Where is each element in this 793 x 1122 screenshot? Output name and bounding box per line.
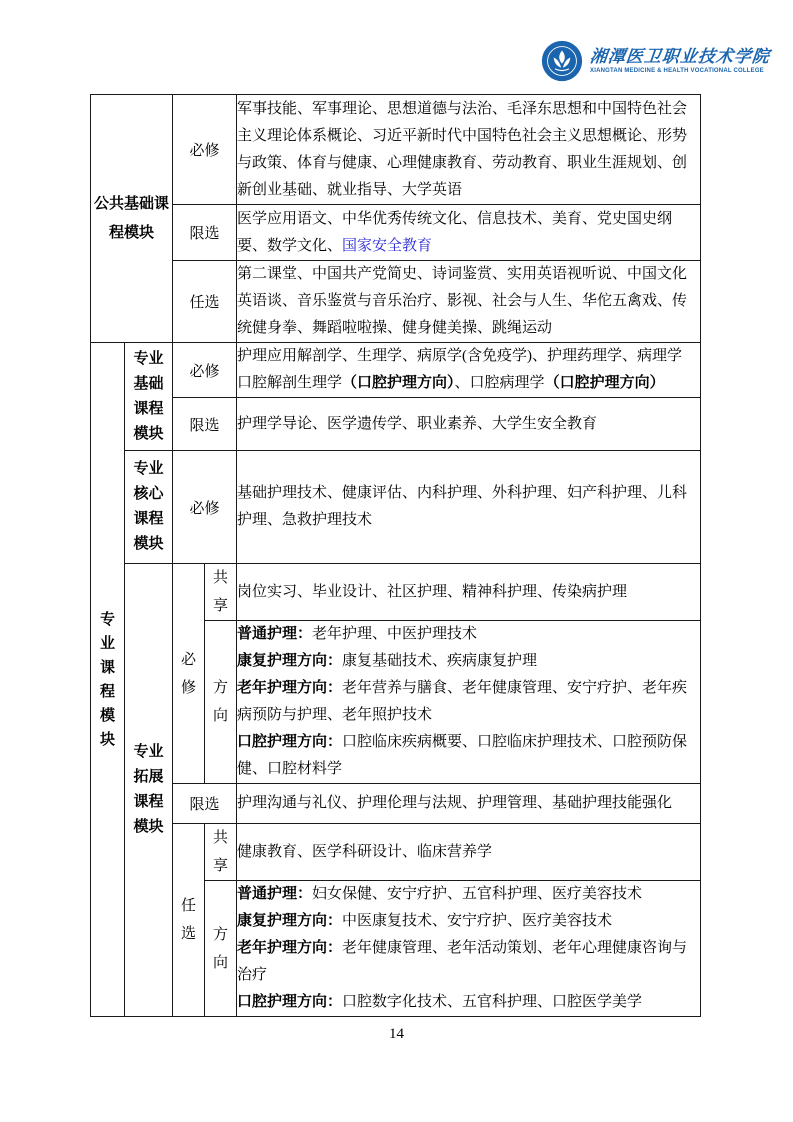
- course-text: 、口腔病理学: [454, 375, 545, 391]
- category-label-vertical: 必修: [180, 651, 196, 696]
- module-label-professional-expansion: 专业拓展课程模块: [133, 744, 164, 835]
- courses-cell: [237, 824, 701, 881]
- category-cell-limited: [173, 398, 237, 451]
- college-emblem-icon: [541, 40, 583, 82]
- direction-courses: 老年健康管理、老年活动策划、老年心理健康咨询与治疗: [237, 940, 688, 983]
- subcategory-cell-shared: [205, 824, 237, 881]
- college-name-zh: 湘潭医卫职业技术学院: [589, 47, 771, 66]
- category-label: 任选: [189, 295, 220, 311]
- courses-cell: [237, 398, 701, 451]
- subcategory-label-vertical: 共享: [212, 830, 228, 874]
- table-row: [91, 784, 701, 824]
- module-cell-professional: [91, 343, 125, 1017]
- subcategory-label-vertical: 方向: [212, 680, 228, 724]
- course-list-line: 护理应用解剖学、生理学、病原学(含免疫学)、护理药理学、病理学: [237, 348, 683, 364]
- direction-courses: 口腔临床疾病概要、口腔临床护理技术、口腔预防保健、口腔材料学: [237, 734, 688, 777]
- direction-label: 普通护理：: [237, 886, 313, 902]
- college-name-en: XIANGTAN MEDICINE & HEALTH VOCATIONAL COLLEGE: [590, 68, 764, 74]
- course-list: 护理沟通与礼仪、护理伦理与法规、护理管理、基础护理技能强化: [237, 795, 673, 811]
- direction-label: 口腔护理方向：: [237, 994, 343, 1010]
- direction-entry: [237, 935, 700, 989]
- category-cell-elective: [173, 824, 205, 1017]
- course-list: 健康教育、医学科研设计、临床营养学: [237, 843, 493, 860]
- direction-courses: 中医康复技术、安宁疗护、医疗美容技术: [342, 913, 613, 929]
- table-row: [91, 261, 701, 343]
- course-list: 基础护理技术、健康评估、内科护理、外科护理、妇产科护理、儿科护理、急救护理技术: [237, 485, 688, 528]
- direction-courses: 口腔数字化技术、五官科护理、口腔医学美学: [342, 994, 643, 1010]
- direction-entry: [237, 729, 700, 783]
- direction-label: 康复护理方向：: [237, 913, 343, 929]
- subcategory-cell-shared: [205, 564, 237, 621]
- module-label-public-basic: 公共基础课程模块: [93, 195, 169, 241]
- subcategory-cell-direction: [205, 621, 237, 784]
- courses-cell: [237, 261, 701, 343]
- module-cell-professional-core: [125, 451, 173, 564]
- direction-courses: 康复基础技术、疾病康复护理: [342, 653, 538, 669]
- direction-entry: [237, 881, 700, 908]
- course-direction-note: （口腔护理方向）: [544, 375, 665, 391]
- direction-entry: [237, 908, 700, 935]
- courses-cell: [237, 451, 701, 564]
- table-row: [91, 564, 701, 621]
- subcategory-label-vertical: 共享: [212, 570, 228, 614]
- courses-cell: [237, 343, 701, 398]
- category-cell-limited: [173, 205, 237, 261]
- category-label: 限选: [189, 226, 220, 242]
- courses-cell: [237, 621, 701, 784]
- direction-label: 口腔护理方向：: [237, 734, 343, 750]
- module-label-professional-basic: 专业基础课程模块: [133, 350, 164, 442]
- module-label-professional-vertical: 专业课程模块: [99, 611, 115, 748]
- direction-courses: 老年护理、中医护理技术: [312, 626, 478, 642]
- category-cell-required: [173, 95, 237, 205]
- direction-label: 老年护理方向：: [237, 940, 343, 956]
- direction-entry: [237, 675, 700, 729]
- category-label: 必修: [189, 500, 220, 517]
- page-number: 14: [389, 1026, 404, 1042]
- table-row: [91, 343, 701, 398]
- module-cell-professional-expansion: [125, 564, 173, 1017]
- courses-cell: [237, 205, 701, 261]
- table-row: [91, 398, 701, 451]
- courses-cell: [237, 564, 701, 621]
- module-label-professional-core: 专业核心课程模块: [133, 461, 164, 552]
- direction-label: 老年护理方向：: [237, 680, 343, 696]
- curriculum-table: [90, 94, 701, 1017]
- category-label-vertical: 任选: [180, 898, 196, 942]
- direction-courses: 妇女保健、安宁疗护、五官科护理、医疗美容技术: [312, 886, 643, 902]
- category-label: 必修: [189, 143, 220, 159]
- course-list: 岗位实习、毕业设计、社区护理、精神科护理、传染病护理: [237, 583, 628, 600]
- table-row: [91, 451, 701, 564]
- category-cell-required: [173, 343, 237, 398]
- module-cell-professional-basic: [125, 343, 173, 451]
- course-list: 军事技能、军事理论、思想道德与法治、毛泽东思想和中国特色社会主义理论体系概论、习近平新时代中国特色社会主义思想概论、形势与政策、体育与健康、心理健康教育、劳动教育、职业生涯规划、创新创业基础、就业指导、大学英语: [237, 100, 688, 198]
- courses-cell: [237, 95, 701, 205]
- category-label: 限选: [189, 417, 220, 434]
- category-cell-limited: [173, 784, 237, 824]
- direction-entry: [237, 648, 700, 675]
- course-list: 第二课堂、中国共产党简史、诗词鉴赏、实用英语视听说、中国文化英语谈、音乐鉴赏与音乐治疗、影视、社会与人生、华佗五禽戏、传统健身拳、舞蹈啦啦操、健身健美操、跳绳运动: [237, 266, 688, 336]
- category-cell-required: [173, 451, 237, 564]
- table-row: [91, 824, 701, 881]
- table-row: [91, 95, 701, 205]
- direction-courses: 老年营养与膳食、老年健康管理、安宁疗护、老年疾病预防与护理、老年照护技术: [237, 680, 688, 723]
- table-row: [91, 205, 701, 261]
- category-label: 必修: [189, 363, 220, 380]
- national-security-education-link[interactable]: 国家安全教育: [342, 237, 433, 254]
- course-direction-note: （口腔护理方向）: [342, 375, 455, 391]
- courses-cell: [237, 881, 701, 1017]
- category-label: 限选: [189, 797, 220, 813]
- course-list-line: [237, 370, 700, 397]
- category-cell-elective: [173, 261, 237, 343]
- direction-entry: [237, 989, 700, 1016]
- category-cell-required: [173, 564, 205, 784]
- subcategory-label-vertical: 方向: [212, 926, 228, 971]
- subcategory-cell-direction: [205, 881, 237, 1017]
- course-list: 医学应用语文、中华优秀传统文化、信息技术、美育、党史国史纲要、数学文化、: [237, 210, 673, 254]
- direction-label: 康复护理方向：: [237, 653, 343, 669]
- college-logo: [541, 40, 770, 82]
- course-list: 护理学导论、医学遗传学、职业素养、大学生安全教育: [237, 415, 598, 432]
- course-text: 口腔解剖生理学: [237, 375, 343, 391]
- direction-entry: [237, 621, 700, 648]
- direction-label: 普通护理：: [237, 626, 313, 642]
- module-cell-public-basic: [91, 95, 173, 343]
- courses-cell: [237, 784, 701, 824]
